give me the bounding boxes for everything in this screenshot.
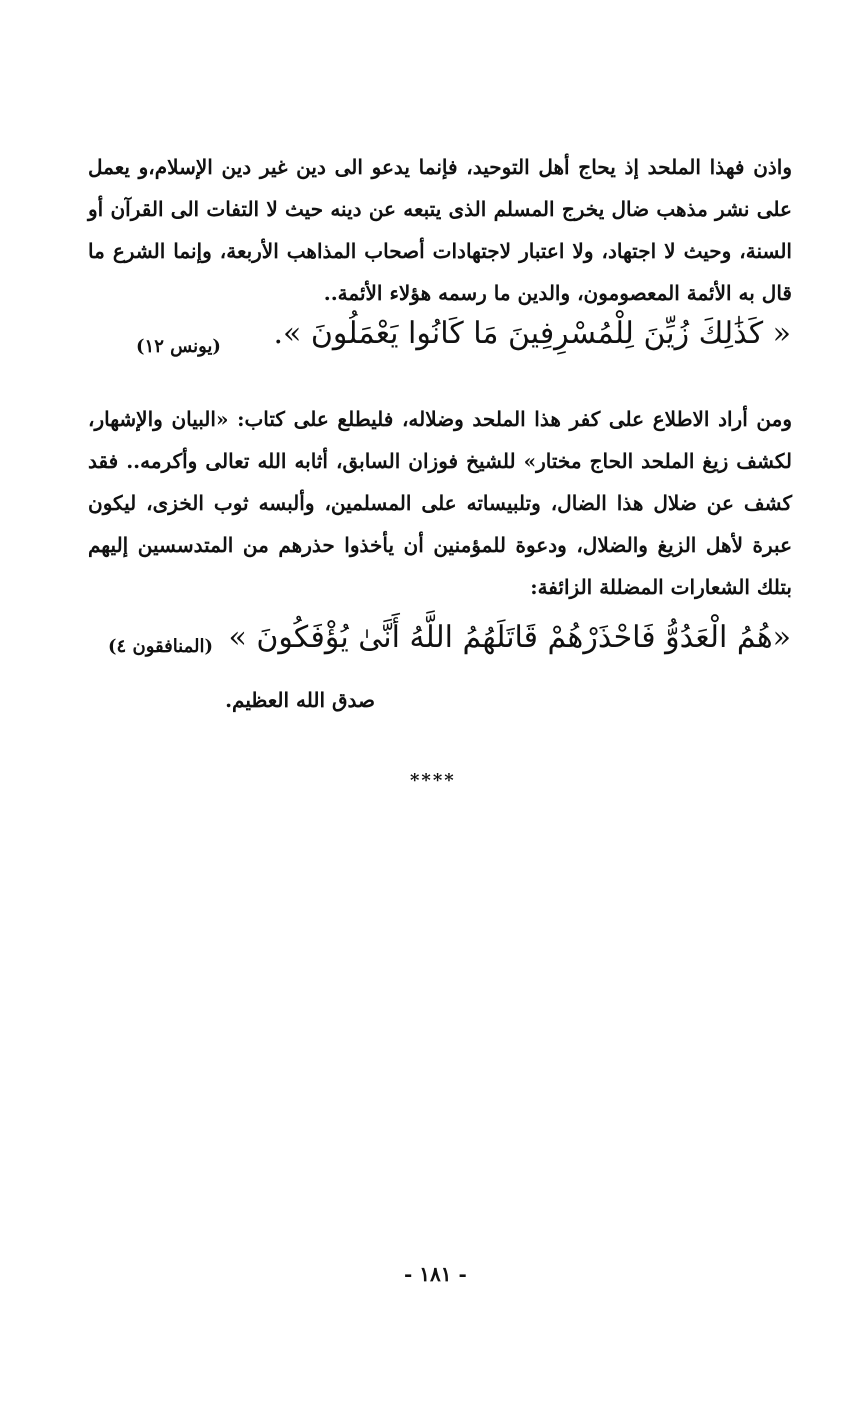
quran-verse-1: « كَذَٰلِكَ زُيِّنَ لِلْمُسْرِفِينَ مَا كَانُوا يَعْمَلُونَ ». [273, 316, 791, 351]
paragraph-1: واذن فهذا الملحد إذ يحاج أهل التوحيد، فإنما يدعو الى دين غير دين الإسلام،و يعمل على نشر مذهب ضال يخرج المسلم الذى يتبعه عن دينه حيث لا التفات الى القرآن أو السنة، وحيث لا اجتهاد، ولا اعتبار لاجتهادات أصحاب المذاهب الأربعة، وإنما الشرع ما قال به الأئمة المعصومون، والدين ما رسمه هؤلاء الأئمة.. [88, 155, 793, 305]
quran-verse-2: «هُمُ الْعَدُوُّ فَاحْذَرْهُمْ قَاتَلَهُمُ اللَّهُ أَنَّىٰ يُؤْفَكُونَ » [228, 620, 791, 655]
section-separator: **** [410, 770, 456, 791]
closing-phrase: صدق الله العظيم. [225, 688, 375, 712]
verse-reference-2: (المنافقون ٤) [108, 636, 214, 657]
verse-reference-1: (يونس ١٢) [136, 336, 221, 357]
page-number: - ١٨١ - [404, 1262, 467, 1286]
paragraph-2: ومن أراد الاطلاع على كفر هذا الملحد وضلاله، فليطلع على كتاب: «البيان والإشهار، لكشف زيغ الملحد الحاج مختار» للشيخ فوزان السابق، أثابه الله تعالى وأكرمه.. فقد كشف عن ضلال هذا الضال، وتلبيساته على المسلمين، وألبسه ثوب الخزى، ليكون عبرة لأهل الزيغ والضلال، ودعوة للمؤمنين أن يأخذوا حذرهم من المتدسسين إليهم بتلك الشعارات المضللة الزائفة: [88, 407, 792, 599]
